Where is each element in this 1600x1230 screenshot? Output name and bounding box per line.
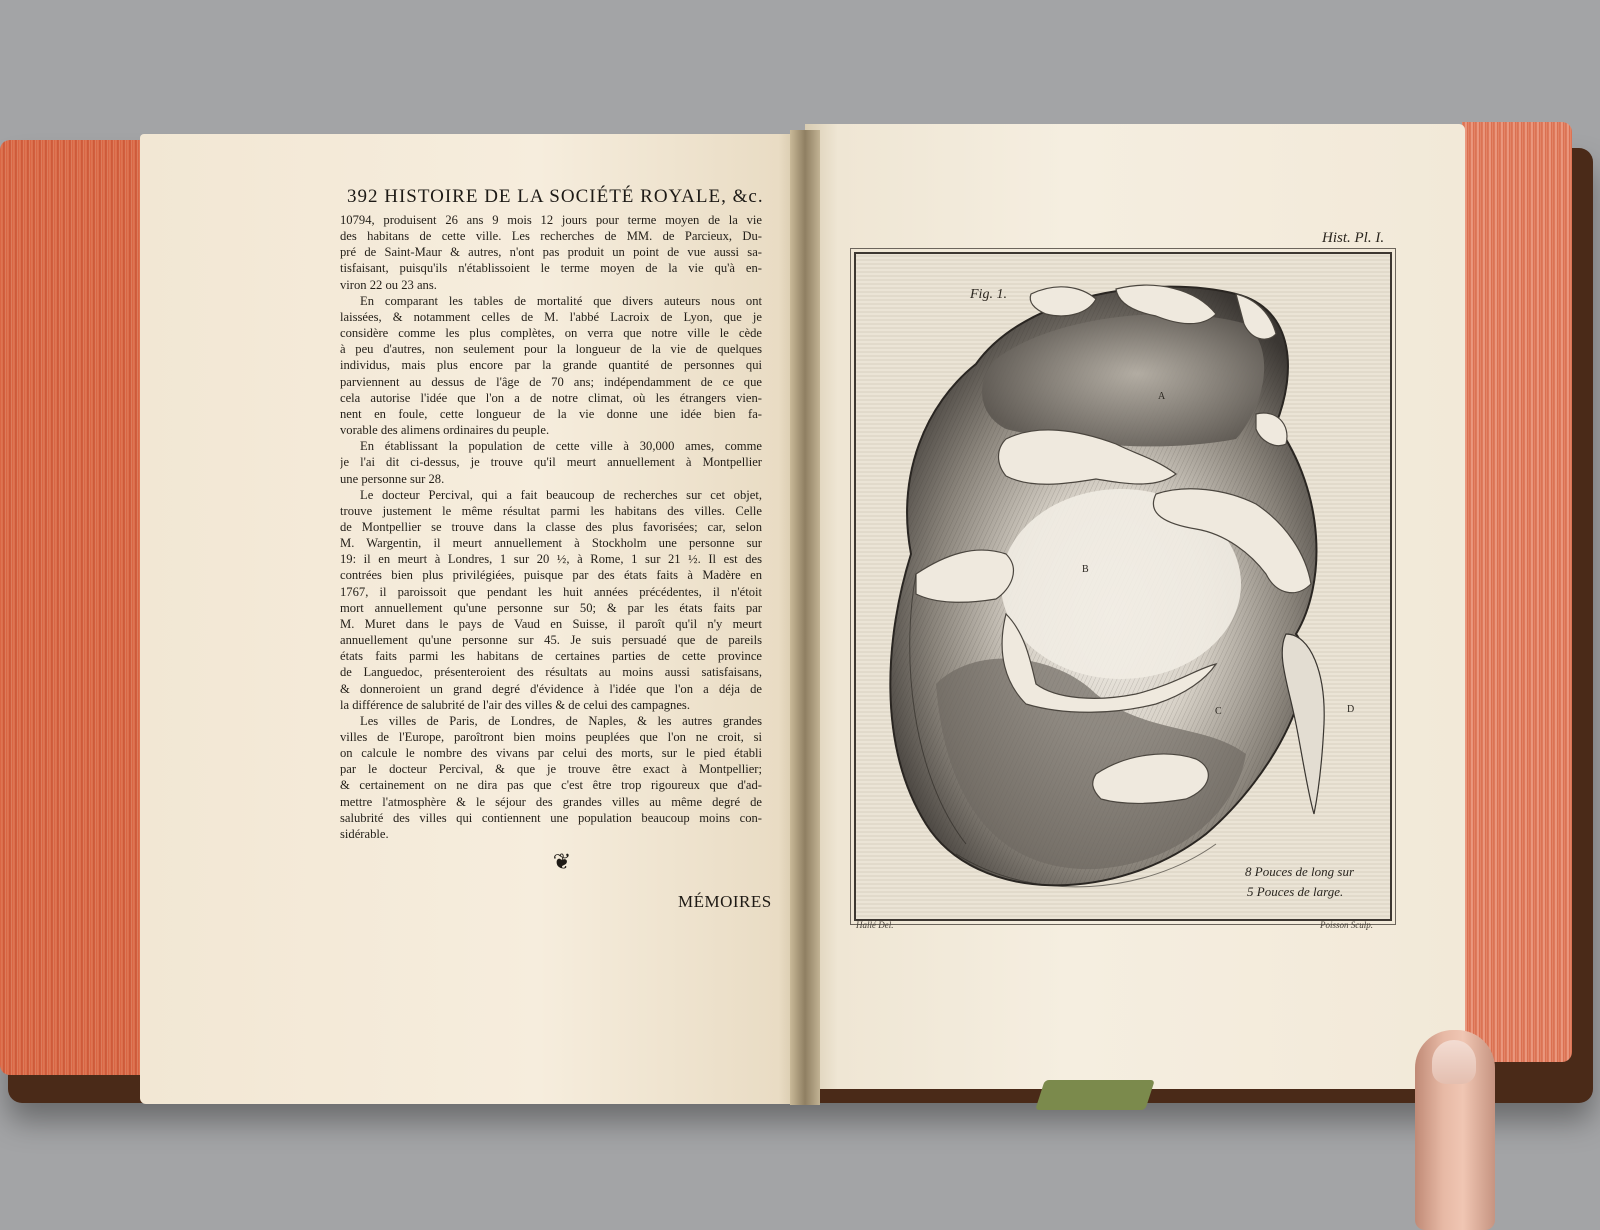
- text-line: pré de Saint-Maur & autres, n'ont pas produit un point de vue aussi sa-: [340, 245, 762, 260]
- text-line: la différence de salubrité de l'air des villes & de celui des campagnes.: [340, 697, 690, 712]
- text-line: 1767, il paroissoit que pendant les huit années précédentes, il n'étoit: [340, 584, 762, 599]
- right-page-edges: [1462, 122, 1572, 1062]
- text-line: individus, mais plus encore par la grande quantité de personnes qui: [340, 358, 762, 373]
- fingernail: [1432, 1040, 1476, 1084]
- plate-letter-b: B: [1082, 564, 1089, 575]
- text-line: salubrité des villes qui contiennent une population beaucoup moins con-: [340, 810, 762, 825]
- fleuron-ornament-icon: ❦: [552, 849, 572, 874]
- plate-letter-a: A: [1158, 391, 1166, 402]
- paragraph: [340, 212, 762, 293]
- text-line: trouve justement le même résultat parmi les habitans des villes. Celle: [340, 503, 762, 518]
- text-line: mettre l'atmosphère & le séjour des grandes villes au même degré de: [340, 794, 762, 809]
- text-line: & donneroient un grand degré d'évidence à l'idée que l'on a déja de: [340, 681, 762, 696]
- plate-dimensions: [1245, 862, 1354, 902]
- credit-draughtsman: Hallé Del.: [856, 920, 894, 930]
- text-line: villes de l'Europe, paroîtront bien moins peuplées que l'on ne croit, si: [340, 730, 762, 744]
- text-line: M. Wargentin, il meurt annuellement à Stockholm une personne sur: [340, 536, 762, 551]
- text-line: vorable des alimens ordinaires du peuple.: [340, 423, 550, 438]
- dimension-line-1: 8 Pouces de long sur: [1245, 864, 1355, 879]
- text-line: une personne sur 28.: [340, 471, 445, 486]
- dimension-line-2: 5 Pouces de large.: [1247, 884, 1344, 899]
- engraving-plate: [854, 252, 1392, 921]
- text-line: 19: il en meurt à Londres, 1 sur 20 ½, à Rome, 1 sur 21 ½. Il est des: [340, 552, 762, 567]
- text-line: Les villes de Paris, de Londres, de Naples, & les autres grandes: [360, 713, 762, 728]
- catchword: MÉMOIRES: [678, 892, 772, 911]
- text-line: viron 22 ou 23 ans.: [340, 277, 437, 292]
- text-line: sidérable.: [340, 826, 389, 841]
- paragraph: [340, 438, 762, 486]
- text-line: des habitans de cette ville. Les recherches de MM. de Parcieux, Du-: [340, 229, 762, 244]
- text-line: M. Muret dans le pays de Vaud en Suisse, il paroît qu'il n'y meurt: [340, 616, 762, 631]
- text-line: tisfaisant, puisqu'ils n'établissoient le terme moyen de la vie qu'à en-: [340, 261, 762, 276]
- text-line: mort annuellement qu'une personne sur 50; & par les états faits par: [340, 600, 762, 615]
- text-line: 10794, produisent 26 ans 9 mois 12 jours pour terme moyen de la vie: [340, 213, 762, 227]
- text-line: cela autorise l'idée que l'on a de notre climat, où les étrangers vien-: [340, 390, 762, 405]
- text-line: de Languedoc, présenteroient des résultats au moins aussi satisfaisans,: [340, 665, 762, 680]
- body-text: [340, 212, 762, 842]
- text-line: à peu d'autres, non seulement pour la longueur de la vie de quelques: [340, 342, 762, 357]
- text-line: états faits parmi les habitans de certaines parties de cette province: [340, 649, 762, 664]
- engraving-illustration: [856, 254, 1390, 919]
- text-line: En comparant les tables de mortalité que divers auteurs nous ont: [360, 293, 762, 308]
- paragraph: [340, 713, 762, 842]
- text-line: annuellement qu'une personne sur 45. Je suis persuadé que de pareils: [340, 633, 762, 648]
- paragraph: [340, 487, 762, 713]
- text-line: & certainement on ne dira pas que c'est être trop rigoureux que d'ad-: [340, 778, 762, 793]
- text-line: En établissant la population de cette ville à 30,000 ames, comme: [360, 439, 762, 454]
- text-line: contrées bien plus privilégiées, puisque par des états faits à Madère en: [340, 568, 762, 583]
- left-page-edges: [0, 140, 150, 1075]
- ribbon-bookmark: [1035, 1080, 1155, 1110]
- text-line: laissées, & notamment celles de M. l'abbé Lacroix de Lyon, que je: [340, 309, 762, 324]
- text-line: nent en foule, cette longueur de la vie donne une idée bien fa-: [340, 406, 762, 421]
- text-line: Le docteur Percival, qui a fait beaucoup de recherches sur cet objet,: [360, 487, 762, 502]
- book-gutter: [790, 130, 820, 1105]
- paragraph: [340, 293, 762, 438]
- plate-label: Hist. Pl. I.: [1322, 230, 1385, 246]
- credit-engraver: Poisson Sculp.: [1320, 920, 1373, 930]
- running-head: 392 HISTOIRE DE LA SOCIÉTÉ ROYALE, &c.: [347, 186, 764, 207]
- text-line: parviennent au dessus de l'âge de 70 ans; indépendamment de ce que: [340, 374, 762, 389]
- text-line: par le docteur Percival, & que je trouve être exact à Montpellier;: [340, 762, 762, 777]
- text-line: on calcule le nombre des vivans par celui des morts, sur le pied établi: [340, 746, 762, 761]
- figure-label: Fig. 1.: [970, 287, 1007, 302]
- text-line: considère comme les plus complètes, on verra que notre ville le cède: [340, 326, 762, 341]
- text-line: je l'ai dit ci-dessus, je trouve qu'il meurt annuellement à Montpellier: [340, 455, 762, 470]
- text-line: de Montpellier se trouve dans la classe des plus favorisées; car, selon: [340, 519, 762, 534]
- plate-letter-d: D: [1347, 704, 1355, 715]
- plate-letter-c: C: [1215, 706, 1222, 717]
